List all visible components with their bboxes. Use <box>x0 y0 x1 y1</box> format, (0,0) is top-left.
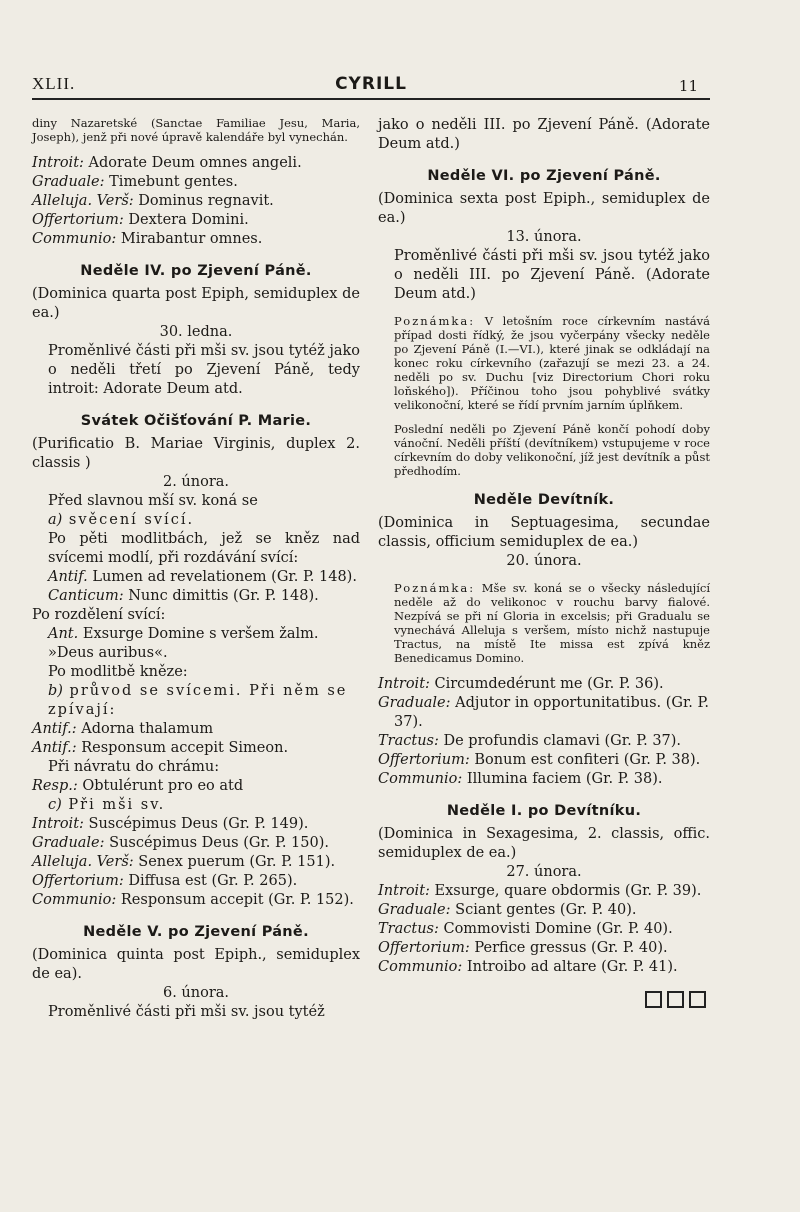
section-text: Proměnlivé části při mši sv. jsou tytéž <box>48 1004 325 1020</box>
section-text: Proměnlivé části při mši sv. jsou tytéž jako o neděli třetí po Zjevení Páně, tedy introit: Adorate Deum atd. <box>48 343 360 397</box>
journal-title: CYRILL <box>335 74 407 94</box>
propers-list-2: Introit: Suscépimus Deus (Gr. P. 149). Graduale: Suscépimus Deus (Gr. P. 150). Alleluja. Verš: Senex puerum (Gr. P. 151). Offertorium: Diffusa est (Gr. P. 265). Communio: Responsum accepit (Gr. P. 152). <box>32 816 354 908</box>
section-date: 20. února. <box>506 553 582 569</box>
section-subtitle: (Dominica in Sexagesima, 2. classis, offic. semiduplex de ea.) <box>378 826 710 861</box>
section-subtitle: (Dominica in Septuagesima, secundae classis, officium semiduplex de ea.) <box>378 515 710 550</box>
section-subtitle: (Dominica quarta post Epiph, semiduplex de ea.) <box>32 286 360 321</box>
section-heading-sexagesima: Neděle I. po Devítníku. <box>446 803 642 819</box>
section-subtitle: (Dominica sexta post Epiph., semiduplex de ea.) <box>378 191 710 226</box>
section-heading-purification: Svátek Očišťování P. Marie. <box>80 413 312 429</box>
propers-list-3: Introit: Circumdedérunt me (Gr. P. 36). Graduale: Adjutor in opportunitatibus. (Gr. P. 37). Tractus: De profundis clamavi (Gr. P. 37). Offertorium: Bonum est confiteri (Gr. P. 38). Communio: Illumina faciem (Gr. P. 38). <box>378 676 709 787</box>
section-date: 27. února. <box>506 864 582 880</box>
section-subtitle: (Purificatio B. Mariae Virginis, duplex 2. classis ) <box>32 436 360 471</box>
note-paragraph: Poznámka: Mše sv. koná se o všecky následující neděle až do velikonoc v rouchu barvy fialové. Nezpívá se při ní Gloria in excelsis; při Gradualu se vynechává Alleluja s veršem, místo nichž nastupuje Tractus, na místě Ite missa est zpívá kněz Benedicamus Domino. <box>394 581 710 665</box>
section-date: 2. února. <box>162 474 230 490</box>
section-heading-septuagesima: Neděle Devítník. <box>473 492 615 508</box>
square-ornament-icon <box>689 991 706 1008</box>
continued-paragraph: diny Nazaretské (Sanctae Familiae Jesu, Maria, Joseph), jenž při nové úpravě kalendáře byl vynechán. <box>32 116 360 144</box>
note-paragraph: Poznámka: V letošním roce církevním nastává případ dosti řídký, že jsou vyčerpány všecky neděle po Zjevení Páně (I.—VI.), které jinak se odkládají na konec roku církevního (zařazují se mezi 23. a 24. neděli po sv. Duchu [viz Directorium Chori roku loňského]). Příčinou toho jsou pohyblivé svátky velikonoční, které se řídí prvním jarním úplňkem. <box>394 314 710 412</box>
section-text: Proměnlivé části při mši sv. jsou tytéž jako o neděli III. po Zjevení Páně. (Adorate Deum atd.) <box>394 248 710 302</box>
left-column: diny Nazaretské (Sanctae Familiae Jesu, Maria, Joseph), jenž při nové úpravě kalendáře byl vynechán. Introit: Adorate Deum omnes angeli. Graduale: Timebunt gentes. Alleluja. Verš: Dominus regnavit. Offertorium: Dextera Domini. Communio: Mirabantur omnes. Neděle IV. po Zjevení Páně. (Dominica quarta post Epiph, semiduplex de ea.) 30. ledna. Proměnlivé části při mši sv. jsou tytéž jako o neděli třetí po Zjevení Páně, tedy introit: Adorate Deum atd. Svátek Očišťování P. Marie. (Purificatio B. Mariae Virginis, duplex 2. classis ) 2. února. Před slavnou mší sv. koná se a) svěcení svící. Po pěti modlitbách, jež se kněz nad svícemi modlí, při rozdávání svící: Antif. Lumen ad revelationem (Gr. P. 148). Canticum: Nunc dimittis (Gr. P. 148). Po rozdělení svící: Ant. Exsurge Domine s veršem žalm. »Deus auribus«. Po modlitbě kněze: b) průvod se svícemi. Při něm se zpívají: Antif.: Adorna thalamum Antif.: Responsum accepit Simeon. Při návratu do chrámu: Resp.: Obtulérunt pro eo atd c) Při mši sv. Introit: Suscépimus Deus (Gr. P. 149). Graduale: Suscépimus Deus (Gr. P. 150). Alleluja. Verš: Senex puerum (Gr. P. 151). Offertorium: Diffusa est (Gr. P. 265). Communio: Responsum accepit (Gr. P. 152). Neděle V. po Zjevení Páně. (Dominica quinta post Epiph., semiduplex de ea). 6. února. Proměnlivé části při mši sv. jsou tytéž <box>32 116 360 1020</box>
section-heading-sunday-5: Neděle V. po Zjevení Páně. <box>83 924 309 940</box>
page-header <box>32 72 710 100</box>
section-subtitle: (Dominica quinta post Epiph., semiduplex de ea). <box>32 947 360 982</box>
section-date: 30. ledna. <box>159 324 233 340</box>
section-text: Před slavnou mší sv. koná se <box>48 493 258 509</box>
section-heading-sunday-4: Neděle IV. po Zjevení Páně. <box>80 263 312 279</box>
section-date: 6. února. <box>162 985 230 1001</box>
continued-paragraph: jako o neděli III. po Zjevení Páně. (Adorate Deum atd.) <box>378 117 710 152</box>
right-column <box>378 116 710 1012</box>
section-date: 13. února. <box>506 229 582 245</box>
page-number: 11 <box>678 77 698 95</box>
note-paragraph: Poslední neděli po Zjevení Páně končí pohodí doby vánoční. Neděli příští (devítníkem) vstupujeme v roce církevním do doby velikonoční, jíž jest devítník a půst předhodím. <box>394 422 710 478</box>
section-heading-sunday-6: Neděle VI. po Zjevení Páně. <box>427 168 661 184</box>
propers-list-4: Introit: Exsurge, quare obdormis (Gr. P. 39). Graduale: Sciant gentes (Gr. P. 40). Tractus: Commovisti Domine (Gr. P. 40). Offertorium: Perfice gressus (Gr. P. 40). Communio: Introibo ad altare (Gr. P. 41). <box>378 883 702 975</box>
volume-number: XLII. <box>32 74 76 93</box>
square-ornament-icon <box>645 991 662 1008</box>
end-mark-squares <box>378 991 710 1012</box>
square-ornament-icon <box>667 991 684 1008</box>
propers-list-1: Introit: Adorate Deum omnes angeli. Graduale: Timebunt gentes. Alleluja. Verš: Dominus regnavit. Offertorium: Dextera Domini. Communio: Mirabantur omnes. <box>32 155 302 247</box>
